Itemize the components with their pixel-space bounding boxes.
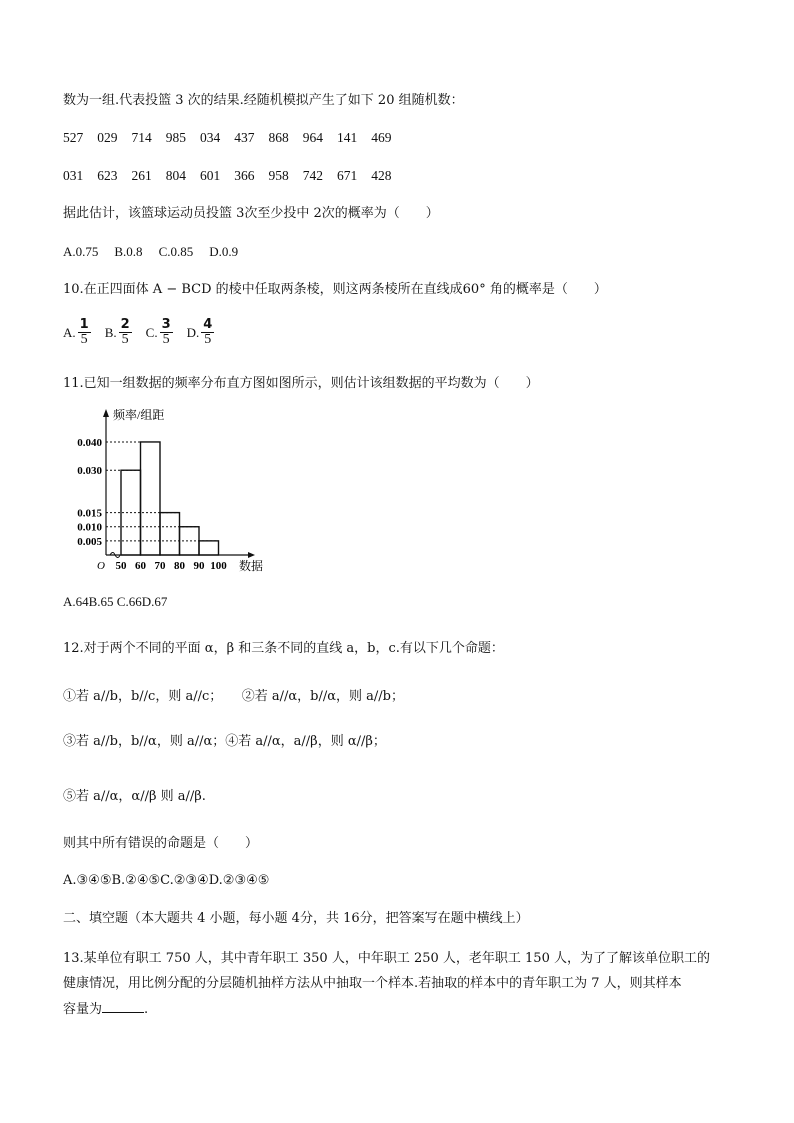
q12-proposition-line-1: ①若 a//b，b//c，则 a//c； ②若 a//α，b//α，则 a//b；	[63, 689, 404, 704]
fraction	[160, 318, 173, 347]
x-axis-label: 数据	[239, 559, 264, 573]
random-number: 141	[337, 130, 358, 145]
q13-line-3	[63, 1000, 148, 1019]
q10-option	[146, 318, 173, 347]
q10-options	[63, 318, 228, 347]
y-axis-arrow	[103, 409, 109, 417]
q10-option	[63, 318, 91, 347]
fraction-numerator: 3	[161, 317, 171, 332]
fraction-denominator: 5	[162, 332, 170, 347]
q11-question: 11.已知一组数据的频率分布直方图如图所示，则估计该组数据的平均数为（ ）	[63, 376, 539, 391]
fraction-numerator: 1	[79, 317, 89, 332]
random-number: 804	[165, 168, 186, 183]
q10-option-letter: C.	[145, 324, 158, 340]
q10-option	[105, 318, 132, 347]
y-tick-label: 0.040	[77, 436, 102, 449]
random-number: 469	[371, 130, 392, 145]
q10-option	[187, 318, 215, 347]
q11-options: A.64B.65 C.66D.67	[63, 594, 168, 609]
fraction-denominator: 5	[204, 332, 212, 347]
random-number: 261	[131, 168, 152, 183]
y-tick-label: 0.005	[77, 535, 102, 548]
x-tick-label: 80	[174, 560, 185, 572]
q12-question: 12.对于两个不同的平面 α，β 和三条不同的直线 a，b，c.有以下几个命题：	[63, 641, 504, 656]
histogram-bar	[160, 513, 180, 555]
fraction-denominator: 5	[80, 332, 88, 347]
q10-option-letter: A.	[63, 324, 76, 340]
histogram-bar	[199, 541, 219, 555]
fraction	[119, 318, 132, 347]
q13-period: .	[144, 1002, 149, 1017]
random-number: 985	[165, 130, 186, 145]
random-number: 601	[200, 168, 221, 183]
random-number: 366	[234, 168, 255, 183]
q13-line-2: 健康情况，用比例分配的分层随机抽样方法从中抽取一个样本.若抽取的样本中的青年职工为 7 人，则其样本	[63, 976, 682, 991]
fraction	[78, 318, 91, 347]
random-numbers-row-1	[63, 129, 406, 148]
histogram-bar	[141, 442, 161, 555]
random-number: 623	[97, 168, 118, 183]
random-number: 527	[63, 130, 84, 145]
q9-option: D.0.9	[209, 244, 239, 259]
x-axis-arrow	[248, 552, 255, 558]
origin-label: O	[97, 560, 105, 572]
random-number: 958	[268, 168, 289, 183]
random-number: 964	[302, 130, 323, 145]
q9-option: C.0.85	[158, 244, 194, 259]
fraction-denominator: 5	[121, 332, 129, 347]
q9-stem-line: 数为一组.代表投篮 3 次的结果.经随机模拟产生了如下 20 组随机数：	[63, 93, 464, 108]
q12-proposition-line-2: ③若 a//b，b//α，则 a//α；④若 a//α，a//β，则 α//β；	[63, 734, 386, 749]
random-numbers-row-2	[63, 167, 406, 186]
q10-option-letter: D.	[186, 324, 200, 340]
x-tick-label: 70	[154, 560, 166, 572]
y-tick-label: 0.010	[77, 521, 102, 534]
fraction-numerator: 2	[120, 317, 130, 332]
y-tick-label: 0.015	[77, 507, 102, 520]
random-number: 029	[97, 130, 118, 145]
q10-option-letter: B.	[104, 324, 117, 340]
fraction	[201, 318, 214, 347]
q9-option: B.0.8	[114, 244, 143, 259]
random-number: 868	[268, 130, 289, 145]
x-tick-label: 100	[210, 560, 227, 572]
q13-line-1: 13.某单位有职工 750 人，其中青年职工 350 人，中年职工 250 人，老年职工 150 人，为了了解该单位职工的	[63, 951, 710, 966]
random-number: 034	[200, 130, 221, 145]
frequency-histogram	[63, 405, 283, 575]
q9-options	[63, 243, 254, 262]
y-axis-label: 频率/组距	[113, 408, 165, 422]
y-tick-label: 0.030	[77, 465, 102, 478]
x-tick-label: 50	[115, 560, 127, 572]
q10-question: 10.在正四面体 A − BCD 的棱中任取两条棱，则这两条棱所在直线成60° 角的概率是（ ）	[63, 282, 607, 297]
random-number: 428	[371, 168, 392, 183]
section-2-heading: 二、填空题（本大题共 4 小题，每小题 4分，共 16分，把答案写在题中横线上）	[63, 911, 529, 926]
q12-proposition-line-3: ⑤若 a//α，α//β 则 a//β.	[63, 789, 206, 804]
random-number: 742	[302, 168, 323, 183]
answer-blank[interactable]	[102, 1000, 144, 1013]
x-tick-label: 90	[193, 560, 205, 572]
q12-ask: 则其中所有错误的命题是（ ）	[63, 836, 259, 851]
random-number: 714	[131, 130, 152, 145]
x-tick-label: 60	[135, 560, 146, 572]
q12-options: A.③④⑤B.②④⑤C.②③④D.②③④⑤	[63, 873, 270, 888]
random-number: 671	[337, 168, 358, 183]
random-number: 031	[63, 168, 84, 183]
q13-tail-text: 容量为	[63, 1002, 103, 1017]
random-number: 437	[234, 130, 255, 145]
fraction-numerator: 4	[203, 317, 213, 332]
q9-question: 据此估计，该篮球运动员投篮 3次至少投中 2次的概率为（ ）	[63, 206, 439, 221]
q9-option: A.0.75	[63, 244, 99, 259]
